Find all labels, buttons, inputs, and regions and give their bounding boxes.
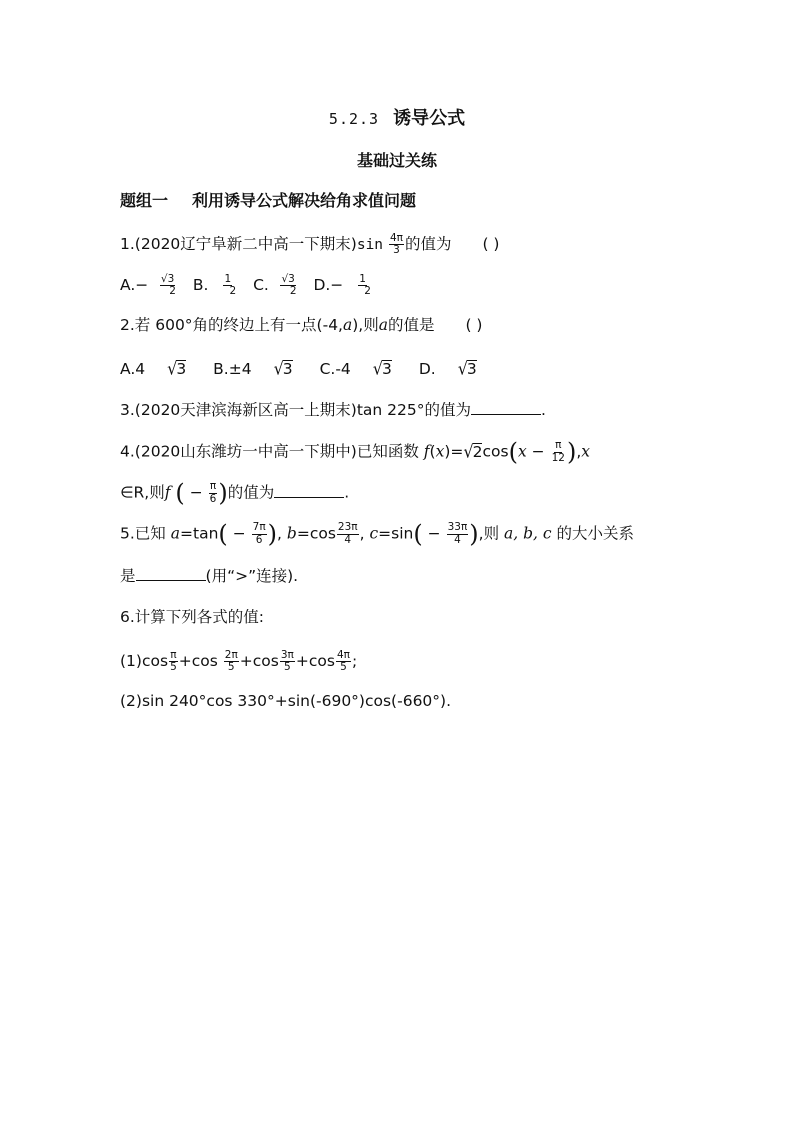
q1-options [120, 274, 373, 297]
q5-fraction-a: $\frac{7\pi}{6}$ [252, 521, 266, 546]
question-2: 2.若 600°角的终边上有一点(-4,a),则a的值是 ( ) [120, 316, 483, 334]
q1-text: 的值为 [405, 235, 452, 254]
question-6-part-2: (2)sin 240°cos 330°+sin(-690°)cos(-660°). [120, 692, 452, 710]
group-label: 题组一 [120, 191, 169, 210]
section-number: 5.2.3 [328, 110, 380, 128]
question-5-line-2: 是 (用“>”连接). [120, 567, 299, 585]
q1-option-c: C. $\frac{√3}{2}$ [253, 273, 297, 298]
q1-number: 1. [120, 235, 135, 254]
q5-fraction-b: $\frac{23\pi}{4}$ [337, 521, 358, 546]
section-title: 诱导公式 [393, 108, 466, 129]
q2-option-d: D. √3 [418, 358, 477, 379]
q5-blank [136, 568, 206, 581]
q5-fraction-c: $\frac{33\pi}{4}$ [447, 521, 468, 546]
subtitle: 基础过关练 [356, 151, 437, 170]
question-6: 6.计算下列各式的值: [120, 608, 265, 626]
q1-fraction: $\frac{4\pi}{3}$ [389, 232, 403, 257]
q4-text: (2020山东潍坊一中高一下期中)已知函数 [134, 442, 419, 461]
group-heading [120, 188, 416, 211]
q4-fraction-2: $\frac{\pi}{6}$ [209, 480, 217, 505]
group-text: 利用诱导公式解决给角求值问题 [192, 191, 417, 210]
q3-text: (2020天津滨海新区高一上期末)tan 225°的值为 [134, 401, 471, 419]
q3-blank [471, 402, 541, 415]
q2-options [120, 360, 477, 378]
q1-option-b: B. 1 2 [192, 273, 237, 298]
question-4: 4.(2020山东潍坊一中高一下期中)已知函数 f(x)=√2cos(x − $\frac{\pi}{12}$ ),x [120, 438, 591, 466]
q2-option-c: C.-4 √3 [319, 358, 392, 379]
question-4-line-2: ∈R,则f ( − $\frac{\pi}{6}$ )的值为 . [120, 479, 350, 507]
page-title [0, 104, 794, 130]
q1-option-d: D.− 1 2 [313, 273, 371, 298]
q2-text: 若 600°角的终边上有一点(-4, [134, 316, 343, 334]
q2-option-b: B.±4 √3 [213, 358, 293, 379]
q1-option-a: A.− $\frac{√3}{2}$ [120, 273, 176, 298]
q4-sqrt: √2 [463, 440, 483, 462]
q1-answer-paren: ( ) [482, 235, 500, 254]
q4-blank [274, 485, 344, 498]
question-1 [120, 233, 499, 256]
q1-source: (2020辽宁阜新二中高一下期末) [134, 235, 357, 254]
question-3: 3.(2020天津滨海新区高一上期末)tan 225°的值为 . [120, 401, 546, 419]
q1-sin: sin [356, 237, 384, 254]
q2-answer-paren: ( ) [465, 316, 483, 334]
question-5: 5.已知 a=tan( − $\frac{7\pi}{6}$ ), b=cos $\frac{23\pi}{4}$ , c=sin( − $\frac{33\pi}{4}$ ),则 a, b, c 的大小关系 [120, 520, 635, 548]
q4-fraction: $\frac{\pi}{12}$ [551, 439, 565, 464]
q2-option-a: A.4 √3 [120, 358, 187, 379]
question-6-part-1: (1)cos $\frac{\pi}{5}$ +cos $\frac{2\pi}{5}$ +cos $\frac{3\pi}{5}$ +cos $\frac{4\pi}{5}$ ; [120, 649, 358, 674]
